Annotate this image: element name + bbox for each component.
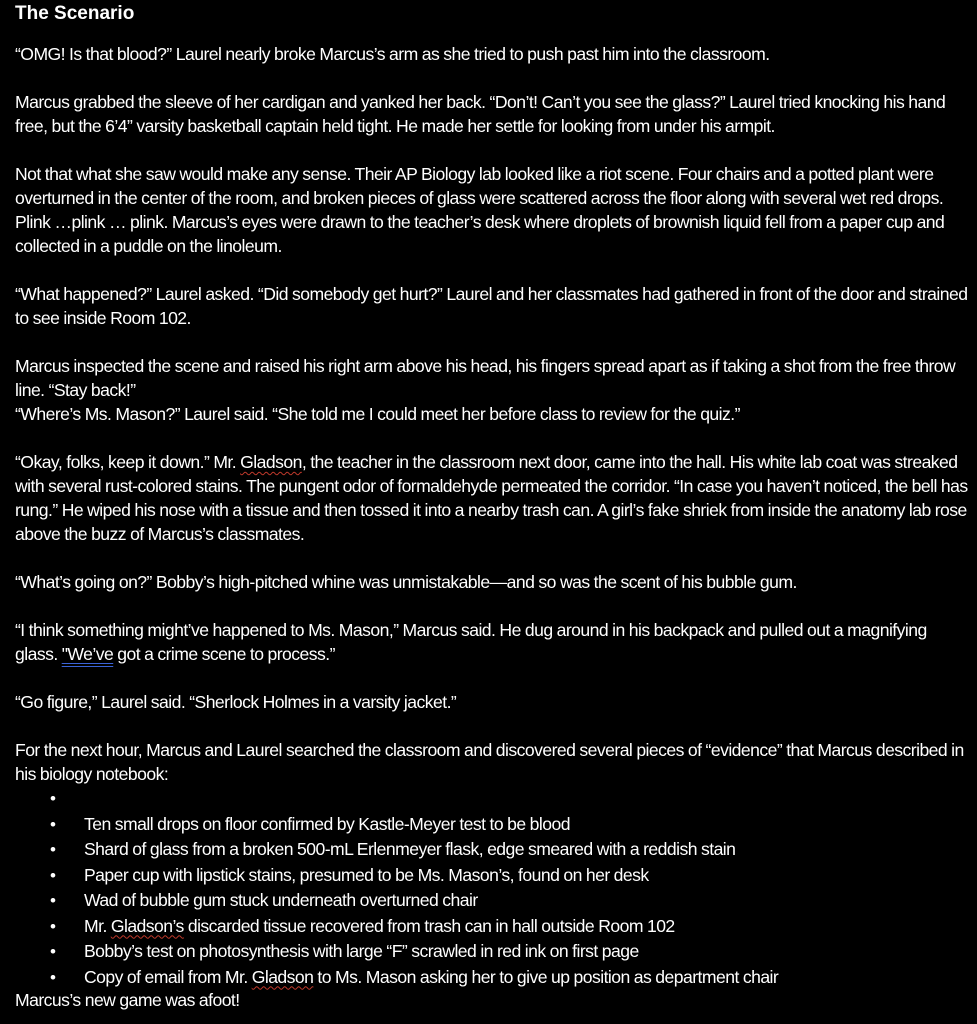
paragraph-2: Marcus grabbed the sleeve of her cardigan and yanked her back. “Don’t! Can’t you see the glass?” Laurel tried knocking his hand free, but the 6’4” varsity basketball captain held tight. He made her settle for looking from under his armpit. — [15, 92, 946, 136]
list-item — [50, 812, 973, 838]
paragraph-11: For the next hour, Marcus and Laurel searched the classroom and discovered several pieces of “evidence” that Marcus described in his biology notebook: — [15, 740, 964, 784]
list-item — [50, 863, 973, 889]
bullet-icon: • — [50, 840, 56, 859]
grammarcheck-word-weve[interactable]: "We’ve — [61, 644, 114, 664]
item-5-start: Mr. — [84, 915, 111, 936]
paragraph-7 — [15, 450, 973, 546]
paragraph-9-rest: got a crime scene to process.” — [113, 644, 335, 664]
bullet-icon: • — [50, 942, 56, 961]
list-item — [50, 888, 973, 914]
bullet-icon: • — [50, 967, 56, 987]
item-7-rest: to Ms. Mason asking her to give up position as department chair — [313, 966, 779, 987]
item-5-rest: discarded tissue recovered from trash can in hall outside Room 102 — [183, 915, 675, 936]
spellcheck-word-gladsons[interactable]: Gladson’s — [110, 915, 184, 936]
bullet-icon: • — [50, 891, 56, 910]
paragraph-7-start: “Okay, folks, keep it down.” Mr. — [15, 452, 241, 472]
list-item-text — [84, 967, 778, 987]
list-item-text: Ten small drops on floor confirmed by Kastle-Meyer test to be blood — [84, 813, 570, 834]
bullet-icon: • — [50, 865, 56, 885]
list-item — [50, 786, 973, 812]
list-item — [50, 914, 973, 940]
bullet-icon: • — [50, 814, 56, 834]
paragraph-10: “Go figure,” Laurel said. “Sherlock Holmes in a varsity jacket.” — [15, 692, 457, 712]
list-item — [50, 965, 973, 991]
spellcheck-word-gladson-email[interactable]: Gladson — [251, 966, 314, 987]
list-item-text: Shard of glass from a broken 500-mL Erlenmeyer flask, edge smeared with a reddish stain — [84, 839, 736, 859]
bullet-icon: • — [50, 916, 56, 936]
list-item-text — [84, 916, 675, 936]
paragraph-6: “Where’s Ms. Mason?” Laurel said. “She told me I could meet her before class to review for the quiz.” — [15, 404, 740, 424]
list-item — [50, 837, 973, 863]
paragraph-3: Not that what she saw would make any sense. Their AP Biology lab looked like a riot scene. Four chairs and a potted plant were overturned in the center of the room, and broken pieces of glass were scattered across the floor along with several wet red drops. Plink …plink … plink. Marcus’s eyes were drawn to the teacher’s desk where droplets of brownish liquid fell from a paper cup and collected in a puddle on the linoleum. — [15, 164, 945, 256]
spellcheck-word-gladson[interactable]: Gladson — [240, 452, 302, 472]
list-item — [50, 939, 973, 965]
paragraph-5: Marcus inspected the scene and raised his right arm above his head, his fingers spread apart as if taking a shot from the free throw line. “Stay back!” — [15, 356, 956, 400]
paragraph-8: “What’s going on?” Bobby’s high-pitched whine was unmistakable—and so was the scent of his bubble gum. — [15, 572, 797, 592]
paragraph-1: “OMG! Is that blood?” Laurel nearly broke Marcus’s arm as she tried to push past him into the classroom. — [15, 44, 770, 64]
closing-line: Marcus’s new game was afoot! — [15, 990, 240, 1010]
paragraph-4: “What happened?” Laurel asked. “Did somebody get hurt?” Laurel and her classmates had gathered in front of the door and strained to see inside Room 102. — [15, 284, 968, 328]
list-item-text: Paper cup with lipstick stains, presumed to be Ms. Mason’s, found on her desk — [84, 864, 649, 885]
evidence-list — [15, 786, 973, 990]
document-title: The Scenario — [15, 3, 135, 24]
bullet-icon: • — [50, 789, 56, 808]
paragraph-7-rest: , the teacher in the classroom next door, came into the hall. His white lab coat was streaked with several rust-colored stains. The pungent odor of formaldehyde permeated the corridor. “In case you haven’t noticed, the bell has rung.” He wiped his nose with a tissue and then tossed it into a nearby trash can. A girl’s fake shriek from inside the anatomy lab rose above the buzz of Marcus’s classmates. — [15, 452, 968, 544]
paragraph-9 — [15, 618, 973, 666]
paragraph-9-start: “I think something might’ve happened to Ms. Mason,” Marcus said. He dug around in his backpack and pulled out a magnifying glass. — [15, 620, 927, 664]
list-item-text: Wad of bubble gum stuck underneath overturned chair — [84, 890, 478, 910]
item-7-start: Copy of email from Mr. — [84, 966, 252, 987]
document-body — [15, 3, 973, 1012]
list-item-text: Bobby’s test on photosynthesis with large “F” scrawled in red ink on first page — [84, 941, 639, 961]
